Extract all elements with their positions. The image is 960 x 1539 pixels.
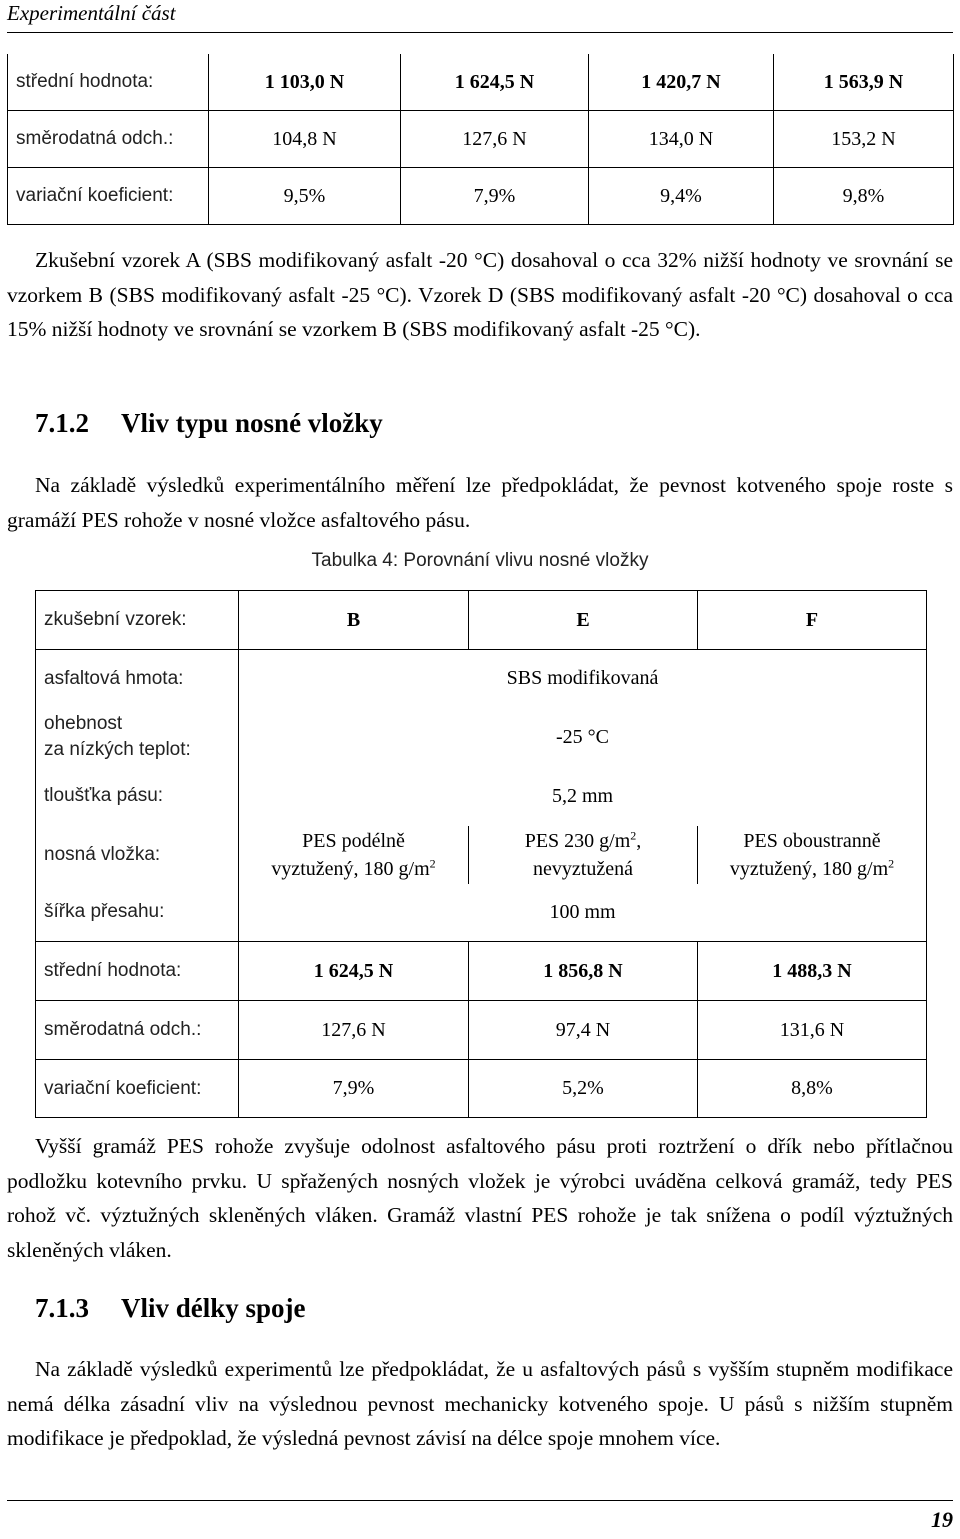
table-cell: 9,5% [209,168,401,225]
table-cell: 1 856,8 N [469,942,698,1001]
paragraph-carrier-effect: Na základě výsledků experimentálního měření lze předpokládat, že pevnost kotveného spoje roste s gramáží PES rohože v nosné vložce asfaltového pásu. [7,473,953,532]
table-cell [698,826,927,884]
section-title: Vliv typu nosné vložky [121,408,383,438]
table-cell: 104,8 N [209,111,401,168]
row-label: variační koeficient: [8,168,209,225]
section-heading-7-1-2 [35,408,383,439]
table-row [8,54,954,111]
row-label: střední hodnota: [36,942,239,1001]
cell-line: PES 230 g/m [524,829,631,852]
section-title: Vliv délky spoje [121,1293,306,1323]
table-cell: 134,0 N [589,111,774,168]
table-row [8,168,954,225]
table-cell: 9,8% [774,168,954,225]
table-cell: 1 103,0 N [209,54,401,111]
table-cell: 7,9% [239,1060,469,1118]
row-label [36,708,239,767]
table-caption: Tabulka 4: Porovnání vlivu nosné vložky [311,550,649,571]
table-row [36,708,927,767]
table-row [36,826,927,884]
row-label: směrodatná odch.: [36,1001,239,1060]
table-cell: 9,4% [589,168,774,225]
table-cell: 1 563,9 N [774,54,954,111]
section-heading-7-1-3 [35,1293,306,1324]
cell-line: PES podélně [302,829,405,852]
row-label: střední hodnota: [8,54,209,111]
table-row [36,650,927,708]
table-cell: 1 624,5 N [401,54,589,111]
paragraph-sample-comparison: Zkušební vzorek A (SBS modifikovaný asfalt -20 °C) dosahoval o cca 32% nižší hodnoty ve srovnání se vzorkem B (SBS modifikovaný asfalt -25 °C). Vzorek D (SBS modifikovaný asfalt -20 °C) dosahoval o cca 15% nižší hodnoty ve srovnání se vzorkem B (SBS modifikovaný asfalt -25 °C). [7,248,953,341]
table-cell [239,826,469,884]
superscript: 2 [630,827,637,842]
table-cell: 1 624,5 N [239,942,469,1001]
row-label: variační koeficient: [36,1060,239,1118]
cell-punct: , [636,829,642,852]
superscript: 2 [888,855,895,870]
carrier-comparison-table [35,590,927,1118]
table-row [36,942,927,1001]
table-cell: 127,6 N [239,1001,469,1060]
row-label: tloušťka pásu: [36,767,239,826]
table-cell: SBS modifikovaná [239,650,927,708]
running-header: Experimentální část [7,1,176,25]
sample-header: E [469,591,698,650]
table-row [36,767,927,826]
continuation-table [7,54,954,225]
row-label-line: za nízkých teplot: [44,739,191,760]
table-cell: -25 °C [239,708,927,767]
row-label-line: ohebnost [44,713,123,734]
table-row [36,591,927,650]
table-row [36,884,927,942]
table-cell: 127,6 N [401,111,589,168]
table-cell: 1 420,7 N [589,54,774,111]
footer-rule [7,1500,953,1501]
row-label: směrodatná odch.: [8,111,209,168]
table-cell: 1 488,3 N [698,942,927,1001]
sample-header: F [698,591,927,650]
table-row [36,1060,927,1118]
table-cell: 97,4 N [469,1001,698,1060]
page-number: 19 [931,1507,953,1532]
table-cell: 131,6 N [698,1001,927,1060]
table-cell: 153,2 N [774,111,954,168]
row-label: zkušební vzorek: [36,591,239,650]
cell-line: PES oboustranně [743,829,881,852]
table-cell: 5,2 mm [239,767,927,826]
row-label: nosná vložka: [36,826,239,884]
table-cell: 100 mm [239,884,927,942]
table-row [8,111,954,168]
section-number: 7.1.3 [35,1293,89,1323]
header-rule [7,32,953,33]
superscript: 2 [429,855,436,870]
table-cell [469,826,698,884]
section-number: 7.1.2 [35,408,89,438]
paragraph-gsm-effect: Vyšší gramáž PES rohože zvyšuje odolnost asfaltového pásu proti roztržení o dřík nebo přítlačnou podložku kotevního prvku. U spřažených nosných vložek je výrobci uváděna celková gramáž, tedy PES rohož vč. výztužných skleněných vláken. Gramáž vlastní PES rohože je tak snížena o podíl výztužných skleněných vláken. [7,1134,953,1262]
cell-line: vyztužený, 180 g/m [729,857,889,880]
sample-header: B [239,591,469,650]
table-cell: 5,2% [469,1060,698,1118]
cell-line: vyztužený, 180 g/m [271,857,430,880]
table-cell: 7,9% [401,168,589,225]
paragraph-joint-length: Na základě výsledků experimentů lze předpokládat, že u asfaltových pásů s vyšším stupněm modifikace nemá délka zásadní vliv na výslednou pevnost mechanicky kotveného spoje. U pásů s nižším stupněm modifikace je předpoklad, že výsledná pevnost závisí na délce spoje mnohem více. [7,1357,953,1450]
cell-line: nevyztužená [533,857,633,880]
table-row [36,1001,927,1060]
row-label: šířka přesahu: [36,884,239,942]
table-cell: 8,8% [698,1060,927,1118]
row-label: asfaltová hmota: [36,650,239,708]
